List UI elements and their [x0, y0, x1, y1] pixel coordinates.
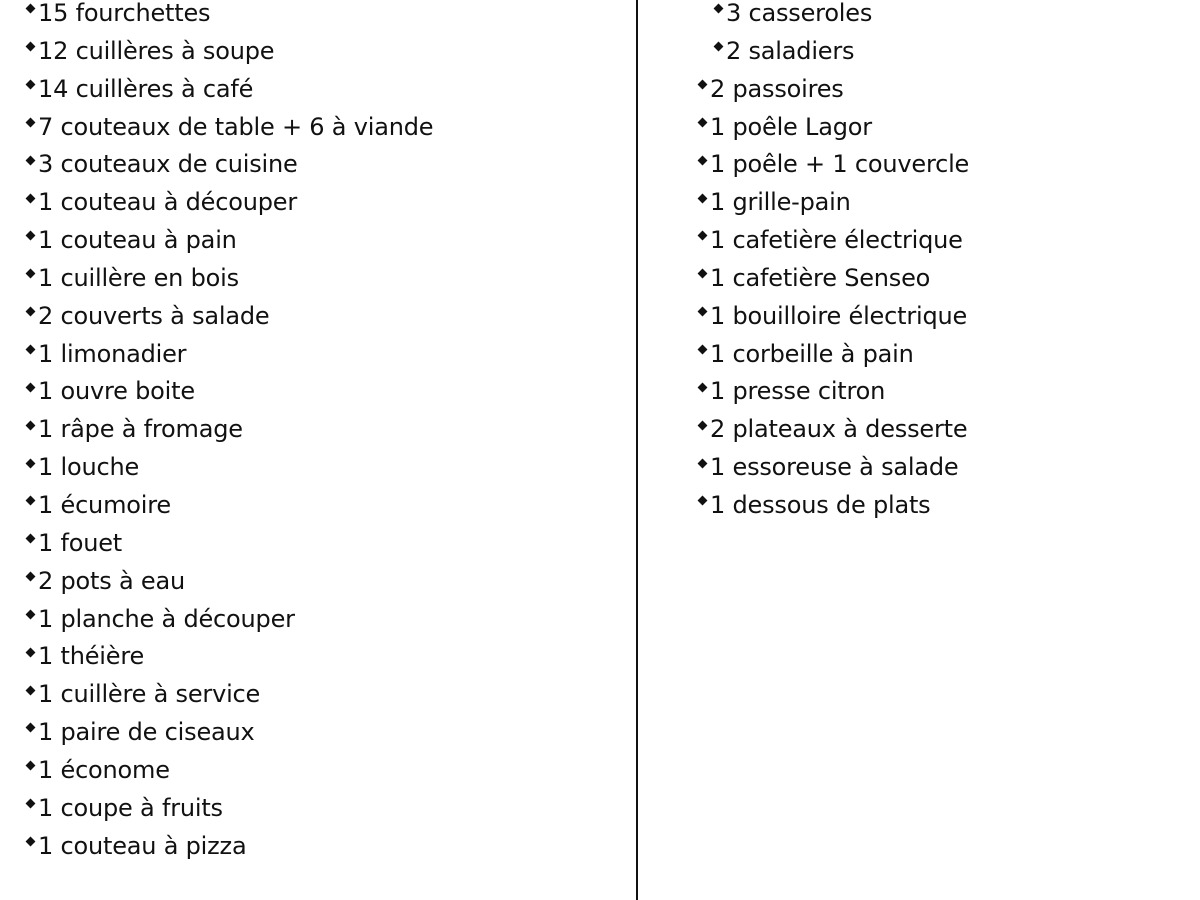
- diamond-bullet-icon: [698, 118, 708, 128]
- diamond-bullet-icon: [26, 685, 36, 695]
- list-item-label: 1 cuillère en bois: [38, 263, 239, 292]
- column-divider: [636, 0, 638, 900]
- diamond-bullet-icon: [26, 496, 36, 506]
- diamond-bullet-icon: [698, 193, 708, 203]
- list-item: [25, 109, 433, 147]
- diamond-bullet-icon: [26, 647, 36, 657]
- diamond-bullet-icon: [26, 80, 36, 90]
- diamond-bullet-icon: [26, 345, 36, 355]
- list-item-label: 1 ouvre boite: [38, 377, 195, 406]
- list-item: [25, 146, 433, 184]
- list-item: [697, 184, 969, 222]
- list-item-label: 2 passoires: [710, 74, 844, 103]
- list-item-label: 1 couteau à découper: [38, 188, 298, 217]
- list-item-label: 12 cuillères à soupe: [38, 36, 275, 65]
- list-item-label: 1 économe: [38, 755, 170, 784]
- diamond-bullet-icon: [26, 269, 36, 279]
- diamond-bullet-icon: [26, 534, 36, 544]
- list-item: [697, 449, 969, 487]
- list-item: [25, 638, 433, 676]
- list-item-label: 2 pots à eau: [38, 566, 185, 595]
- list-item: [697, 298, 969, 336]
- list-item-label: 7 couteaux de table + 6 à viande: [38, 112, 434, 141]
- list-item: [25, 222, 433, 260]
- list-item-label: 1 planche à découper: [38, 604, 295, 633]
- diamond-bullet-icon: [26, 307, 36, 317]
- list-item: [25, 525, 433, 563]
- list-item: [25, 260, 433, 298]
- diamond-bullet-icon: [26, 723, 36, 733]
- list-item-label: 1 théière: [38, 642, 145, 671]
- list-item: [697, 336, 969, 374]
- diamond-bullet-icon: [698, 458, 708, 468]
- diamond-bullet-icon: [26, 193, 36, 203]
- list-item: [25, 487, 433, 525]
- list-item: [25, 790, 433, 828]
- list-item-label: 1 dessous de plats: [710, 490, 931, 519]
- list-item-label: 1 bouilloire électrique: [710, 301, 968, 330]
- diamond-bullet-icon: [714, 42, 724, 52]
- diamond-bullet-icon: [698, 382, 708, 392]
- diamond-bullet-icon: [698, 80, 708, 90]
- list-item-label: 14 cuillères à café: [38, 74, 254, 103]
- diamond-bullet-icon: [26, 458, 36, 468]
- list-item-label: 1 grille-pain: [710, 188, 851, 217]
- list-item: [697, 373, 969, 411]
- list-item-label: 1 poêle Lagor: [710, 112, 872, 141]
- list-item: [697, 411, 969, 449]
- list-item-label: 2 saladiers: [726, 36, 855, 65]
- diamond-bullet-icon: [698, 269, 708, 279]
- diamond-bullet-icon: [26, 799, 36, 809]
- list-item: [25, 33, 433, 71]
- diamond-bullet-icon: [698, 155, 708, 165]
- list-item: [25, 298, 433, 336]
- list-item: [25, 449, 433, 487]
- diamond-bullet-icon: [714, 4, 724, 14]
- list-item-label: 1 louche: [38, 453, 140, 482]
- right-column-list: [697, 0, 969, 525]
- list-item-label: 1 poêle + 1 couvercle: [710, 150, 970, 179]
- list-item: [25, 336, 433, 374]
- list-item: [25, 373, 433, 411]
- diamond-bullet-icon: [26, 382, 36, 392]
- list-item: [25, 563, 433, 601]
- list-item: [697, 0, 969, 33]
- list-item-label: 1 fouet: [38, 528, 123, 557]
- list-item: [25, 676, 433, 714]
- list-item-label: 3 casseroles: [726, 0, 873, 27]
- list-item-label: 3 couteaux de cuisine: [38, 150, 298, 179]
- list-item-label: 1 couteau à pizza: [38, 831, 247, 860]
- list-item-label: 1 essoreuse à salade: [710, 453, 959, 482]
- list-item-label: 1 couteau à pain: [38, 226, 237, 255]
- list-item-label: 2 plateaux à desserte: [710, 415, 968, 444]
- diamond-bullet-icon: [26, 609, 36, 619]
- diamond-bullet-icon: [26, 155, 36, 165]
- list-item: [25, 714, 433, 752]
- list-item-label: 1 cuillère à service: [38, 680, 261, 709]
- list-item: [25, 828, 433, 866]
- list-item-label: 1 coupe à fruits: [38, 793, 223, 822]
- list-item: [697, 222, 969, 260]
- list-item-label: 1 corbeille à pain: [710, 339, 914, 368]
- list-item-label: 1 presse citron: [710, 377, 886, 406]
- diamond-bullet-icon: [698, 231, 708, 241]
- list-item: [697, 260, 969, 298]
- diamond-bullet-icon: [26, 761, 36, 771]
- list-item: [697, 146, 969, 184]
- list-item-label: 1 limonadier: [38, 339, 187, 368]
- diamond-bullet-icon: [26, 42, 36, 52]
- list-item: [25, 0, 433, 33]
- list-item: [25, 752, 433, 790]
- list-item: [697, 109, 969, 147]
- list-item-label: 1 râpe à fromage: [38, 415, 243, 444]
- list-item-label: 2 couverts à salade: [38, 301, 270, 330]
- diamond-bullet-icon: [26, 118, 36, 128]
- diamond-bullet-icon: [26, 4, 36, 14]
- list-item: [25, 184, 433, 222]
- diamond-bullet-icon: [698, 345, 708, 355]
- list-item: [697, 487, 969, 525]
- list-item: [25, 601, 433, 639]
- list-item-label: 1 paire de ciseaux: [38, 718, 255, 747]
- diamond-bullet-icon: [26, 572, 36, 582]
- list-item-label: 15 fourchettes: [38, 0, 211, 27]
- list-item: [697, 71, 969, 109]
- list-item: [697, 33, 969, 71]
- diamond-bullet-icon: [26, 837, 36, 847]
- diamond-bullet-icon: [698, 307, 708, 317]
- list-item-label: 1 cafetière électrique: [710, 226, 963, 255]
- diamond-bullet-icon: [698, 496, 708, 506]
- diamond-bullet-icon: [26, 231, 36, 241]
- list-item: [25, 411, 433, 449]
- list-item: [25, 71, 433, 109]
- list-item-label: 1 écumoire: [38, 490, 171, 519]
- diamond-bullet-icon: [26, 420, 36, 430]
- diamond-bullet-icon: [698, 420, 708, 430]
- list-item-label: 1 cafetière Senseo: [710, 263, 931, 292]
- left-column-list: [25, 0, 433, 865]
